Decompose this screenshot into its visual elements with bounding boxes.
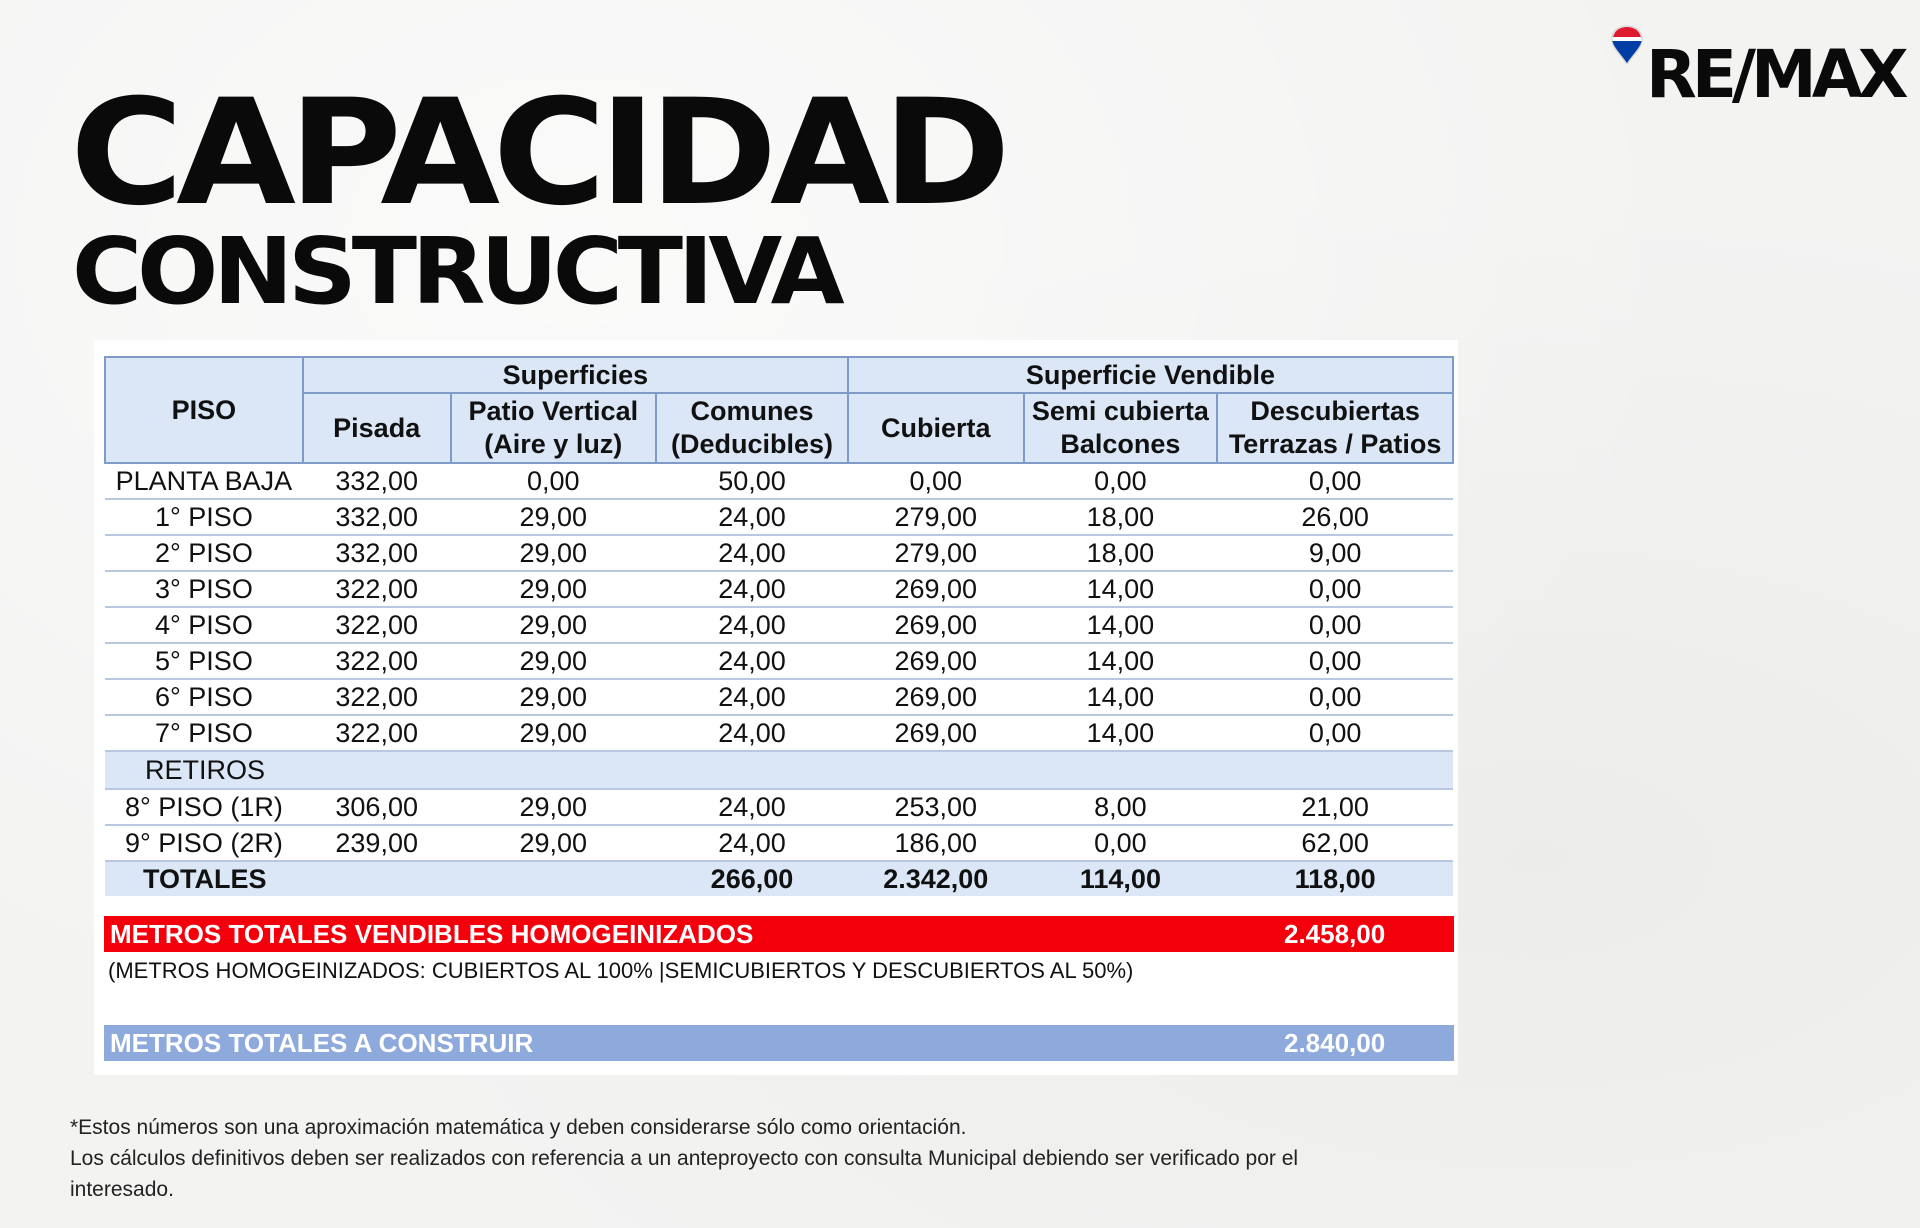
remax-logo: [1610, 24, 1904, 113]
value-cell: 24,00: [656, 571, 848, 607]
col-patio-line2: (Aire y luz): [484, 429, 623, 459]
totales-pisada: [303, 861, 451, 896]
value-cell: 322,00: [303, 679, 451, 715]
col-pisada: Pisada: [303, 393, 451, 463]
value-cell: 29,00: [451, 789, 657, 825]
value-cell: 239,00: [303, 825, 451, 861]
disclaimer-line1: *Estos números son una aproximación matemática y deben considerarse sólo como orientación.: [70, 1116, 967, 1139]
value-cell: 62,00: [1217, 825, 1453, 861]
value-cell: 24,00: [656, 715, 848, 751]
value-cell: 29,00: [451, 571, 657, 607]
col-desc-line1: Descubiertas: [1250, 396, 1420, 426]
value-cell: 26,00: [1217, 499, 1453, 535]
col-desc-line2: Terrazas / Patios: [1228, 429, 1442, 459]
value-cell: 14,00: [1024, 715, 1218, 751]
value-cell: 29,00: [451, 607, 657, 643]
value-cell: 322,00: [303, 643, 451, 679]
value-cell: 21,00: [1217, 789, 1453, 825]
totales-patio: [451, 861, 657, 896]
col-desc: [1217, 393, 1453, 463]
totales-label: TOTALES: [105, 861, 303, 896]
floor-cell: 6° PISO: [105, 679, 303, 715]
col-semi-line1: Semi cubierta: [1031, 396, 1209, 426]
construir-label: METROS TOTALES A CONSTRUIR: [110, 1028, 534, 1058]
value-cell: 18,00: [1024, 499, 1218, 535]
vendibles-label: METROS TOTALES VENDIBLES HOMOGEINIZADOS: [110, 919, 754, 949]
retiros-row: [105, 751, 1453, 789]
value-cell: 29,00: [451, 643, 657, 679]
col-comunes-line1: Comunes: [690, 396, 814, 426]
value-cell: 24,00: [656, 499, 848, 535]
totales-semi: 114,00: [1024, 861, 1218, 896]
value-cell: 0,00: [1217, 715, 1453, 751]
disclaimer-line2: Los cálculos definitivos deben ser realizados con referencia a un anteproyecto con consulta Municipal debiendo ser verificado por el: [70, 1147, 1299, 1170]
value-cell: 279,00: [848, 535, 1024, 571]
balloon-icon: [1610, 24, 1644, 66]
value-cell: 269,00: [848, 571, 1024, 607]
header-piso: PISO: [105, 357, 303, 463]
col-comunes: [656, 393, 848, 463]
disclaimer-line3: interesado.: [70, 1178, 174, 1201]
floor-cell: 3° PISO: [105, 571, 303, 607]
totales-desc: 118,00: [1217, 861, 1453, 896]
col-comunes-line2: (Deducibles): [670, 429, 833, 459]
floor-cell: 8° PISO (1R): [105, 789, 303, 825]
table-row: [105, 825, 1453, 861]
value-cell: 332,00: [303, 463, 451, 499]
construir-bar: [104, 1025, 1454, 1061]
value-cell: 29,00: [451, 535, 657, 571]
value-cell: 253,00: [848, 789, 1024, 825]
capacity-table: [104, 356, 1454, 896]
col-patio-line1: Patio Vertical: [468, 396, 639, 426]
value-cell: 24,00: [656, 825, 848, 861]
value-cell: 9,00: [1217, 535, 1453, 571]
table-row: [105, 607, 1453, 643]
value-cell: 279,00: [848, 499, 1024, 535]
disclaimer: [70, 1112, 1510, 1205]
page-title: CAPACIDAD: [70, 68, 1004, 238]
value-cell: 29,00: [451, 679, 657, 715]
homogeneized-note: (METROS HOMOGEINIZADOS: CUBIERTOS AL 100% |SEMICUBIERTOS Y DESCUBIERTOS AL 50%): [108, 958, 1134, 983]
value-cell: 24,00: [656, 679, 848, 715]
vendibles-bar: [104, 916, 1454, 952]
value-cell: 306,00: [303, 789, 451, 825]
floor-cell: 9° PISO (2R): [105, 825, 303, 861]
value-cell: 269,00: [848, 643, 1024, 679]
value-cell: 0,00: [1217, 463, 1453, 499]
value-cell: 24,00: [656, 607, 848, 643]
floor-cell: 5° PISO: [105, 643, 303, 679]
value-cell: 322,00: [303, 607, 451, 643]
value-cell: 24,00: [656, 789, 848, 825]
table-row: [105, 463, 1453, 499]
group-vendible: Superficie Vendible: [848, 357, 1453, 393]
floor-cell: 2° PISO: [105, 535, 303, 571]
vendibles-value: 2.458,00: [1284, 919, 1386, 949]
floor-cell: 1° PISO: [105, 499, 303, 535]
value-cell: 50,00: [656, 463, 848, 499]
value-cell: 269,00: [848, 715, 1024, 751]
value-cell: 332,00: [303, 499, 451, 535]
value-cell: 0,00: [1217, 571, 1453, 607]
table-row: [105, 643, 1453, 679]
value-cell: 269,00: [848, 607, 1024, 643]
value-cell: 29,00: [451, 499, 657, 535]
value-cell: 0,00: [451, 463, 657, 499]
value-cell: 322,00: [303, 571, 451, 607]
value-cell: 0,00: [1024, 825, 1218, 861]
value-cell: 269,00: [848, 679, 1024, 715]
value-cell: 8,00: [1024, 789, 1218, 825]
table-row: [105, 679, 1453, 715]
value-cell: 14,00: [1024, 607, 1218, 643]
value-cell: 0,00: [1217, 679, 1453, 715]
value-cell: 332,00: [303, 535, 451, 571]
value-cell: 24,00: [656, 535, 848, 571]
value-cell: 14,00: [1024, 679, 1218, 715]
page-subtitle: CONSTRUCTIVA: [72, 218, 840, 325]
floor-cell: 4° PISO: [105, 607, 303, 643]
table-row: [105, 571, 1453, 607]
retiros-label: RETIROS: [105, 751, 1453, 789]
value-cell: 186,00: [848, 825, 1024, 861]
value-cell: 0,00: [1217, 607, 1453, 643]
value-cell: 24,00: [656, 643, 848, 679]
value-cell: 0,00: [848, 463, 1024, 499]
value-cell: 29,00: [451, 715, 657, 751]
totales-comunes: 266,00: [656, 861, 848, 896]
value-cell: 0,00: [1217, 643, 1453, 679]
logo-text: RE/MAX: [1646, 36, 1904, 113]
value-cell: 29,00: [451, 825, 657, 861]
floor-cell: 7° PISO: [105, 715, 303, 751]
value-cell: 14,00: [1024, 643, 1218, 679]
totales-cubierta: 2.342,00: [848, 861, 1024, 896]
totales-row: [105, 861, 1453, 896]
value-cell: 14,00: [1024, 571, 1218, 607]
table-row: [105, 499, 1453, 535]
construir-value: 2.840,00: [1284, 1028, 1386, 1058]
floor-cell: PLANTA BAJA: [105, 463, 303, 499]
table-row: [105, 535, 1453, 571]
col-semi: [1024, 393, 1218, 463]
table-row: [105, 789, 1453, 825]
group-superficies: Superficies: [303, 357, 848, 393]
table-row: [105, 715, 1453, 751]
value-cell: 0,00: [1024, 463, 1218, 499]
col-semi-line2: Balcones: [1060, 429, 1181, 459]
value-cell: 18,00: [1024, 535, 1218, 571]
value-cell: 322,00: [303, 715, 451, 751]
col-cubierta: Cubierta: [848, 393, 1024, 463]
col-patio: [451, 393, 657, 463]
